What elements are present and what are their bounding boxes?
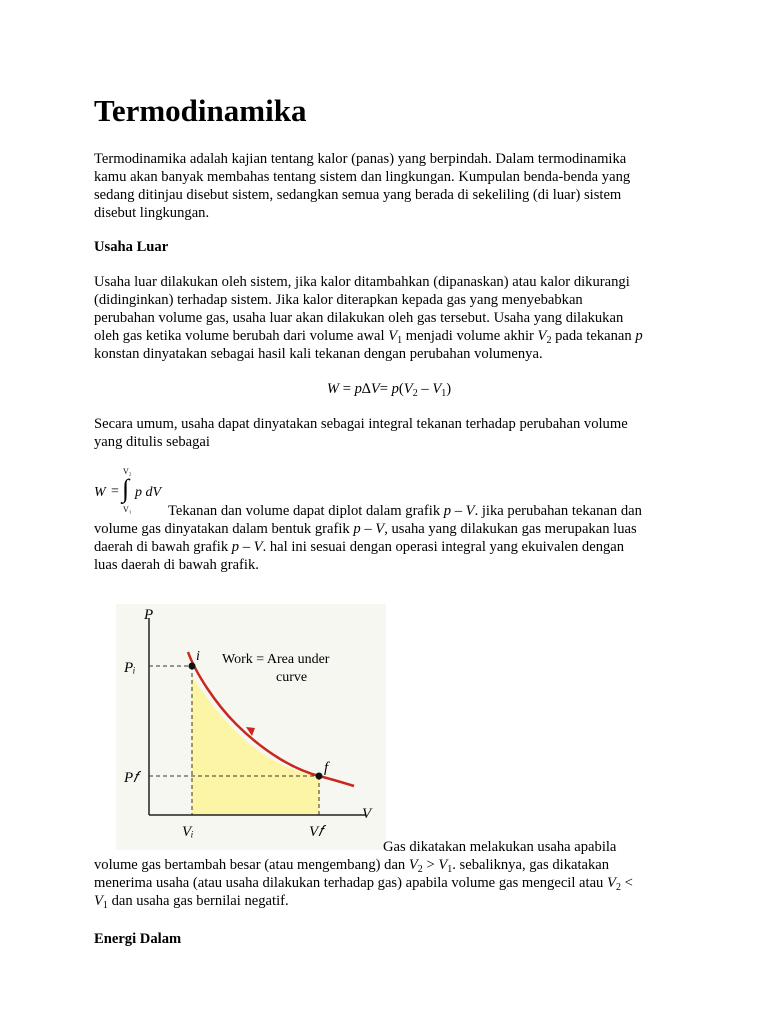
axis-v-label: V xyxy=(362,806,372,822)
vf-label: V𝑓 xyxy=(309,824,323,840)
point-f-label: f xyxy=(324,760,329,776)
integral-equation: W = ∫ V₂ V₁ p dV xyxy=(94,467,162,514)
usaha-paragraph: Usaha luar dilakukan oleh sistem, jika kalor ditambahkan (dipanaskan) atau kalor dikurangi (didinginkan) terhadap sistem. Jika kalor diterapkan kepada gas yang menyebabkan perubahan volume gas, usaha luar akan dilakukan oleh gas tersebut. Usaha yang dilakukan oleh gas ketika volume berubah dari volume awal $V_1$ menjadi volume akhir $V_2$ pada tekanan p konstan dinyatakan sebagai hasil kali tekanan dengan perubahan volumenya. xyxy=(94,274,643,362)
intro-paragraph: Termodinamika adalah kajian tentang kalor (panas) yang berpindah. Dalam termodinamika kamu akan banyak membahas tentang sistem dan lingkungan. Kumpulan benda-benda yang sedang ditinjau disebut sistem, sedangkan semua yang berada di sekeliling (di luar) sistem disebut lingkungan. xyxy=(94,151,631,221)
vi-label: Vᵢ xyxy=(182,824,194,840)
axis-p-label: P xyxy=(144,607,154,623)
work-equation: $W = p\Delta V= p(V_2 - V_1)$ xyxy=(326,381,452,399)
point-i-label: i xyxy=(196,649,200,664)
graph-paragraph: Tekanan dan volume dapat diplot dalam grafik p – V. jika perubahan tekanan dan volume gas dinyatakan dalam bentuk grafik p – V, usaha yang dilakukan gas merupakan luas daerah di bawah grafik p – V. hal ini sesuai dengan operasi integral yang ekuivalen dengan luas daerah di bawah grafik. xyxy=(94,503,642,573)
caption-line-1: Work = Area under xyxy=(222,652,330,667)
pv-diagram xyxy=(116,604,386,850)
pi-label: Pᵢ xyxy=(124,660,136,676)
point-i xyxy=(189,663,196,670)
point-f xyxy=(316,773,323,780)
general-paragraph: Secara umum, usaha dapat dinyatakan sebagai integral tekanan terhadap perubahan volume yang ditulis sebagai xyxy=(94,416,628,450)
heading-usaha-luar: Usaha Luar xyxy=(94,239,169,255)
page-title: Termodinamika xyxy=(94,93,307,128)
after-paragraph: Gas dikatakan melakukan usaha apabila volume gas bertambah besar (atau mengembang) dan $V_2 > V_1$. sebaliknya, gas dikatakan menerima usaha (atau usaha dilakukan terhadap gas) apabila volume gas mengecil atau $V_2$ < $V_1$ dan usaha gas bernilai negatif. xyxy=(94,839,633,911)
heading-energi-dalam: Energi Dalam xyxy=(94,931,182,947)
pf-label: P𝑓 xyxy=(124,770,138,786)
caption-line-2: curve xyxy=(276,670,308,685)
